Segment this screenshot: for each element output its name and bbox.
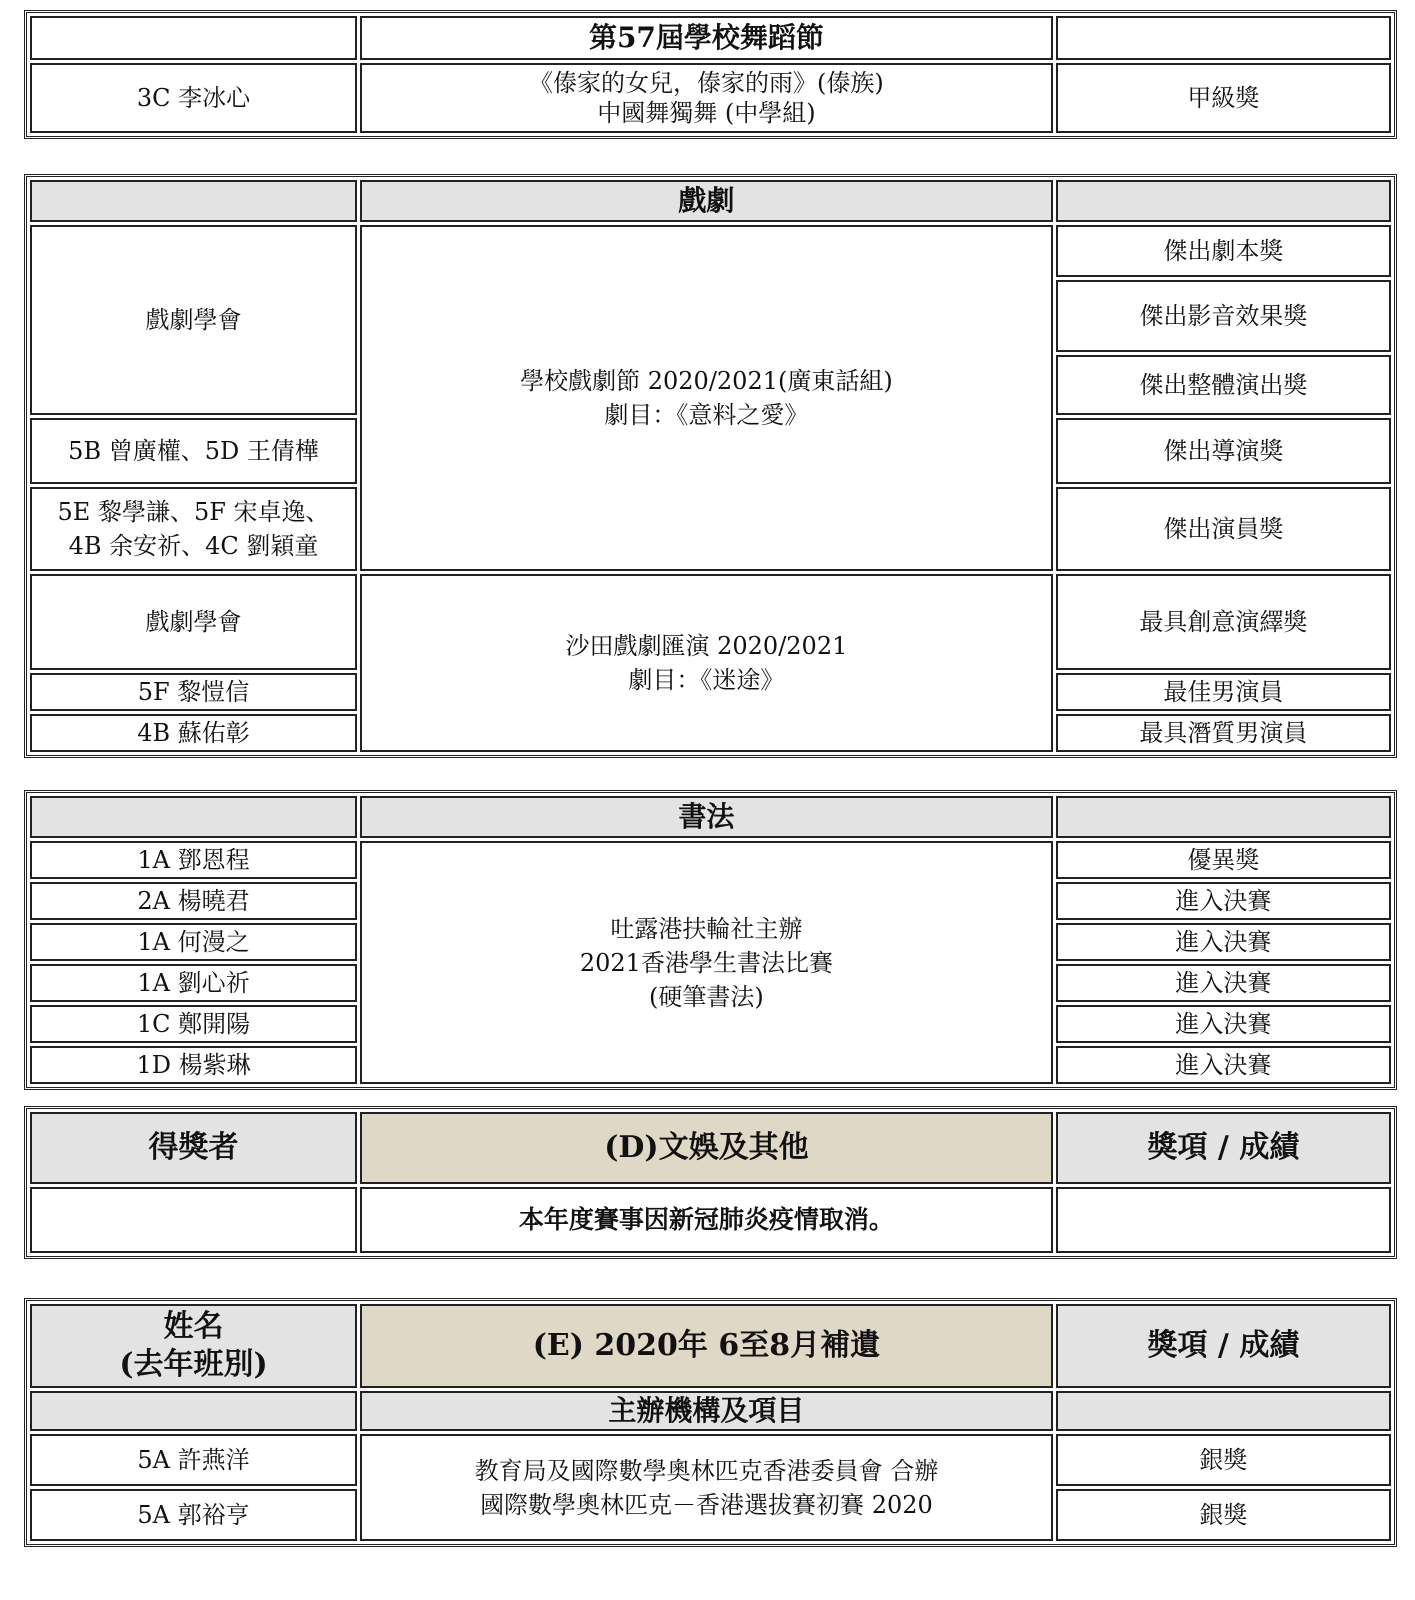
calligraphy-table: [24, 790, 1397, 1090]
calligraphy-award: 進入決賽: [1056, 923, 1391, 961]
section-e-col-name: [30, 1304, 357, 1388]
dance-award: 甲級獎: [1056, 63, 1391, 133]
section-e-col-name-line1: 姓名: [163, 1309, 224, 1344]
calligraphy-header-left: [30, 796, 357, 838]
calligraphy-table-title: 書法: [360, 796, 1053, 838]
drama-award-script: 傑出劇本獎: [1056, 225, 1391, 277]
calligraphy-award: 優異獎: [1056, 841, 1391, 879]
drama-awardee-actors-line1: 5E 黎學謙、5F 宋卓逸、: [57, 498, 330, 526]
drama-awardee-actors-line2: 4B 余安祈、4C 劉穎童: [68, 532, 319, 560]
section-d-empty-right: [1056, 1187, 1391, 1253]
drama-header-left: [30, 180, 357, 222]
section-e-award: 銀獎: [1056, 1489, 1391, 1541]
drama-award-av: 傑出影音效果獎: [1056, 280, 1391, 352]
shatin-awardee-actor2: 4B 蘇佑彰: [30, 714, 357, 752]
shatin-award-best-actor: 最佳男演員: [1056, 673, 1391, 711]
calligraphy-awardee: 1A 劉心祈: [30, 964, 357, 1002]
section-e-event-line2: 國際數學奧林匹克－香港選拔賽初賽 2020: [480, 1490, 933, 1519]
drama-table-title: 戲劇: [360, 180, 1053, 222]
section-d-title: (D)文娛及其他: [360, 1112, 1053, 1184]
section-e-awardee: 5A 許燕洋: [30, 1434, 357, 1486]
section-e-table: [24, 1298, 1397, 1547]
calligraphy-award: 進入決賽: [1056, 1005, 1391, 1043]
section-e-col-name-line2: (去年班別): [119, 1347, 268, 1382]
drama-award-director: 傑出導演獎: [1056, 418, 1391, 484]
section-d-table: [24, 1106, 1397, 1259]
drama-festival-line1: 學校戲劇節 2020/2021(廣東話組): [520, 367, 893, 395]
calligraphy-header-right: [1056, 796, 1391, 838]
section-e-sub-left: [30, 1391, 357, 1431]
calligraphy-award: 進入決賽: [1056, 1046, 1391, 1084]
drama-festival-event: [360, 225, 1053, 571]
calligraphy-event-line3: (硬筆書法): [649, 982, 764, 1011]
calligraphy-event-line1: 吐露港扶輪社主辦: [610, 914, 803, 943]
shatin-event-line1: 沙田戲劇匯演 2020/2021: [565, 632, 848, 660]
dance-festival-table: [24, 10, 1397, 139]
section-e-event-line1: 教育局及國際數學奧林匹克香港委員會 合辦: [474, 1456, 939, 1485]
shatin-awardee-actor1: 5F 黎愷信: [30, 673, 357, 711]
drama-awardee-actors: [30, 487, 357, 571]
shatin-event: [360, 574, 1053, 752]
section-d-empty-left: [30, 1187, 357, 1253]
calligraphy-awardee: 2A 楊曉君: [30, 882, 357, 920]
section-e-award: 銀獎: [1056, 1434, 1391, 1486]
section-e-sub-right: [1056, 1391, 1391, 1431]
drama-award-actor: 傑出演員獎: [1056, 487, 1391, 571]
shatin-award-potential: 最具潛質男演員: [1056, 714, 1391, 752]
dance-awardee: 3C 李冰心: [30, 63, 357, 133]
section-e-col-award: 獎項 / 成績: [1056, 1304, 1391, 1388]
calligraphy-event-line2: 2021香港學生書法比賽: [579, 948, 833, 977]
section-d-notice: 本年度賽事因新冠肺炎疫情取消。: [360, 1187, 1053, 1253]
dance-event-line1: 《傣家的女兒，傣家的雨》(傣族): [529, 69, 884, 97]
drama-award-overall: 傑出整體演出獎: [1056, 355, 1391, 415]
calligraphy-awardee: 1D 楊紫琳: [30, 1046, 357, 1084]
section-d-col-awardee: 得獎者: [30, 1112, 357, 1184]
shatin-award-creative: 最具創意演繹獎: [1056, 574, 1391, 670]
calligraphy-award: 進入決賽: [1056, 964, 1391, 1002]
shatin-awardee-society: 戲劇學會: [30, 574, 357, 670]
calligraphy-awardee: 1A 何漫之: [30, 923, 357, 961]
drama-awardee-directors: 5B 曾廣權、5D 王倩樺: [30, 418, 357, 484]
section-e-event: [360, 1434, 1053, 1541]
section-e-subheader: 主辦機構及項目: [360, 1391, 1053, 1431]
drama-awardee-society: 戲劇學會: [30, 225, 357, 415]
section-d-col-award: 獎項 / 成績: [1056, 1112, 1391, 1184]
drama-header-right: [1056, 180, 1391, 222]
dance-header-right: [1056, 16, 1391, 60]
section-e-awardee: 5A 郭裕亨: [30, 1489, 357, 1541]
calligraphy-awardee: 1C 鄭開陽: [30, 1005, 357, 1043]
dance-event: [360, 63, 1053, 133]
calligraphy-award: 進入決賽: [1056, 882, 1391, 920]
calligraphy-awardee: 1A 鄧恩程: [30, 841, 357, 879]
dance-event-line2: 中國舞獨舞 (中學組): [597, 99, 816, 127]
section-e-title: (E) 2020年 6至8月補遺: [360, 1304, 1053, 1388]
calligraphy-event: [360, 841, 1053, 1084]
shatin-event-line2: 劇目：《迷途》: [628, 666, 785, 694]
drama-festival-line2: 劇目：《意料之愛》: [604, 401, 809, 429]
dance-table-title: 第57屆學校舞蹈節: [360, 16, 1053, 60]
drama-table: [24, 174, 1397, 758]
dance-header-left: [30, 16, 357, 60]
